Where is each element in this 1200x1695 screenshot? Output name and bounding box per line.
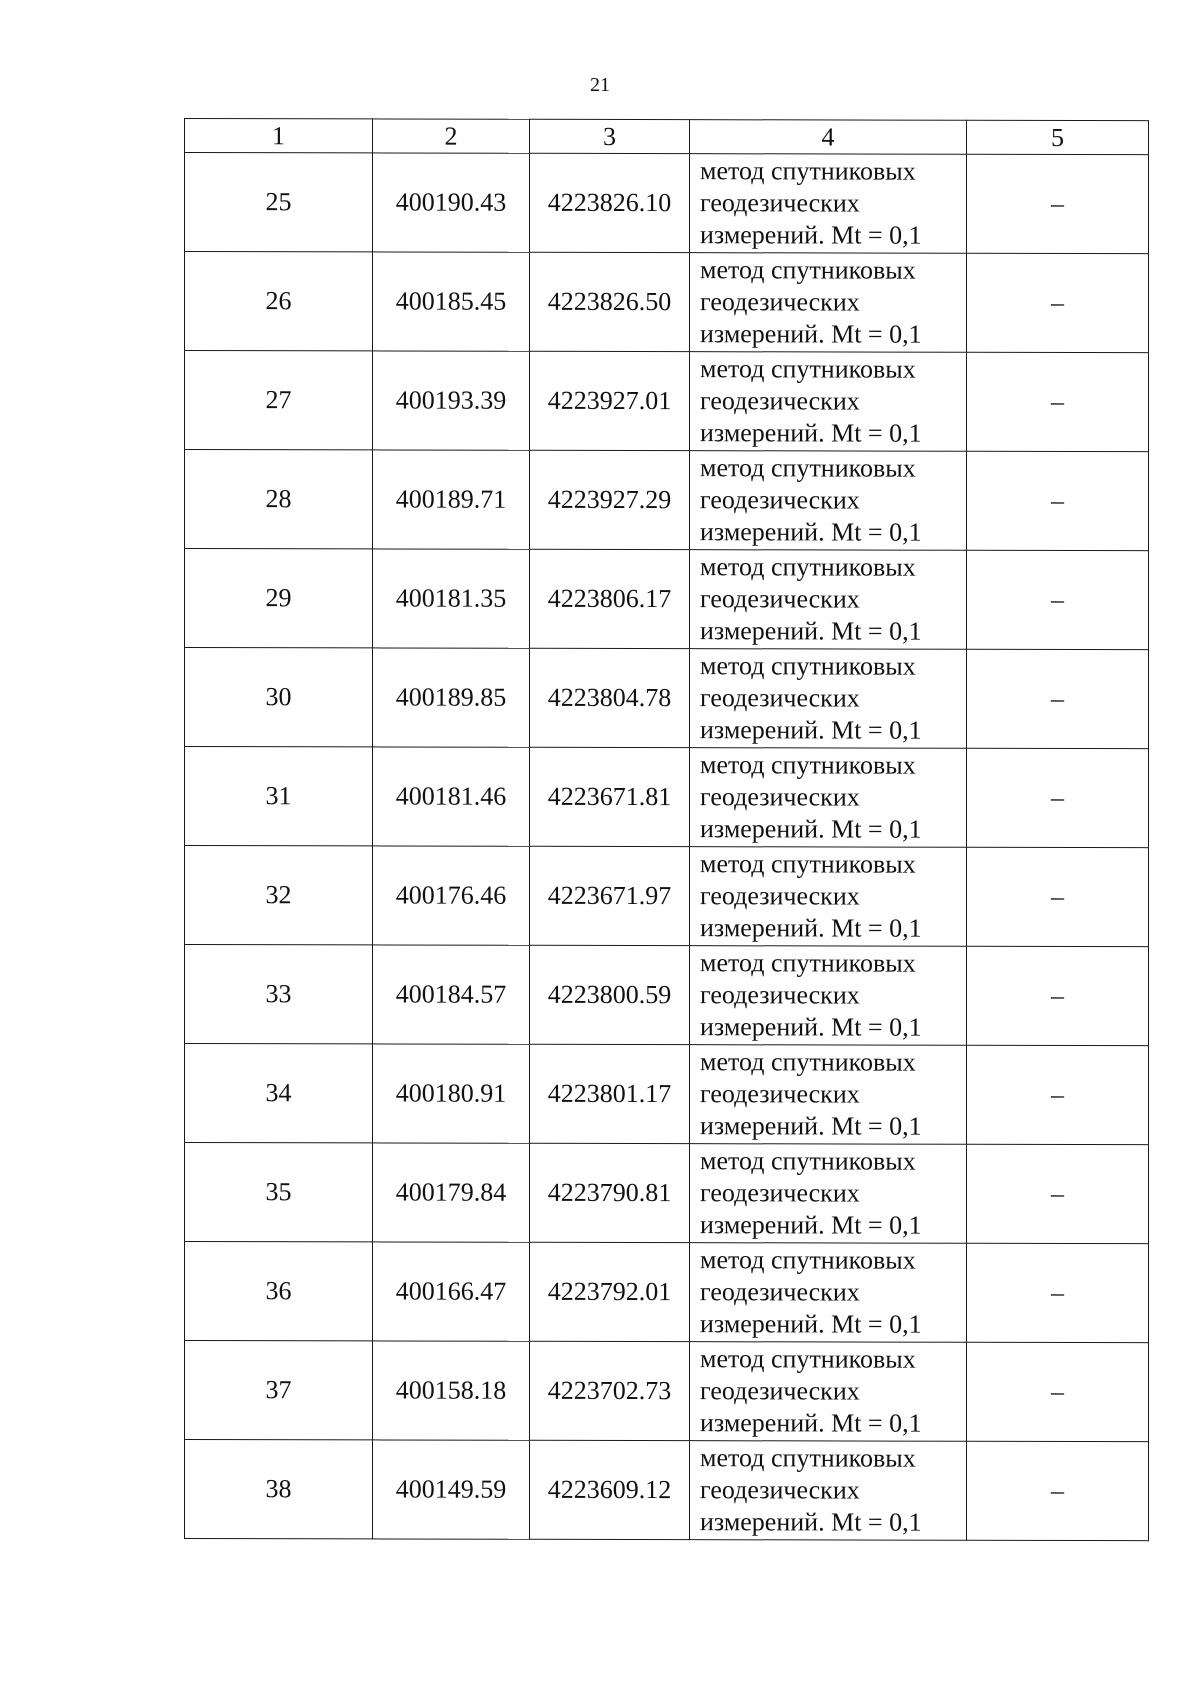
table-row <box>185 945 1149 1046</box>
method-line: измерений. Mt = 0,1 <box>700 616 922 646</box>
method-line: метод спутниковых <box>700 255 916 285</box>
note: – <box>967 451 1149 550</box>
point-number: 27 <box>185 351 373 450</box>
coord-y: 4223800.59 <box>530 945 690 1044</box>
method-line: измерений. Mt = 0,1 <box>700 913 922 943</box>
method-line: измерений. Mt = 0,1 <box>700 1111 922 1141</box>
point-number: 32 <box>185 846 373 945</box>
note: – <box>967 154 1149 253</box>
table-row <box>185 351 1149 452</box>
coord-y: 4223792.01 <box>530 1242 690 1341</box>
method-description <box>690 1243 967 1343</box>
table-row <box>185 1242 1149 1343</box>
point-number: 35 <box>185 1143 373 1242</box>
method-line: геодезических <box>700 386 860 416</box>
coord-y: 4223826.50 <box>530 252 690 351</box>
coord-x: 400190.43 <box>373 153 530 252</box>
method-line: метод спутниковых <box>700 750 916 780</box>
coord-x: 400181.35 <box>373 549 530 648</box>
coord-x: 400184.57 <box>373 945 530 1044</box>
table-row <box>185 1341 1149 1442</box>
method-line: измерений. Mt = 0,1 <box>700 1507 922 1537</box>
point-number: 34 <box>185 1044 373 1143</box>
method-description <box>690 451 967 551</box>
method-description <box>690 1045 967 1145</box>
coord-y: 4223826.10 <box>530 153 690 252</box>
method-description <box>690 649 967 749</box>
coord-y: 4223927.01 <box>530 351 690 450</box>
method-line: геодезических <box>700 584 860 614</box>
method-line: метод спутниковых <box>700 552 916 582</box>
coord-x: 400166.47 <box>373 1242 530 1341</box>
method-line: метод спутниковых <box>700 1443 916 1473</box>
coordinates-table <box>184 118 1149 1541</box>
note: – <box>967 1243 1149 1342</box>
header-col-4: 4 <box>690 120 967 155</box>
note: – <box>967 1144 1149 1243</box>
note: – <box>967 550 1149 649</box>
method-line: метод спутниковых <box>700 1245 916 1275</box>
coord-x: 400185.45 <box>373 252 530 351</box>
table-row <box>185 549 1149 650</box>
method-line: геодезических <box>700 188 860 218</box>
method-line: измерений. Mt = 0,1 <box>700 1210 922 1240</box>
coord-x: 400193.39 <box>373 351 530 450</box>
point-number: 30 <box>185 648 373 747</box>
coord-y: 4223806.17 <box>530 549 690 648</box>
method-description <box>690 253 967 353</box>
header-row <box>185 119 1149 155</box>
method-line: измерений. Mt = 0,1 <box>700 715 922 745</box>
coord-y: 4223671.97 <box>530 846 690 945</box>
method-description <box>690 1342 967 1442</box>
coord-x: 400179.84 <box>373 1143 530 1242</box>
method-line: измерений. Mt = 0,1 <box>700 418 922 448</box>
coord-x: 400181.46 <box>373 747 530 846</box>
table-header <box>185 119 1149 155</box>
coord-y: 4223671.81 <box>530 747 690 846</box>
method-line: измерений. Mt = 0,1 <box>700 1309 922 1339</box>
header-col-5: 5 <box>967 120 1149 154</box>
table-row <box>185 153 1149 254</box>
header-col-1: 1 <box>185 119 373 153</box>
method-line: геодезических <box>700 1475 860 1505</box>
note: – <box>967 748 1149 847</box>
note: – <box>967 1441 1149 1540</box>
method-line: измерений. Mt = 0,1 <box>700 1408 922 1438</box>
method-line: измерений. Mt = 0,1 <box>700 814 922 844</box>
header-col-2: 2 <box>373 119 530 153</box>
table-row <box>185 1440 1149 1541</box>
point-number: 37 <box>185 1341 373 1440</box>
method-line: метод спутниковых <box>700 1344 916 1374</box>
table-row <box>185 252 1149 353</box>
coord-x: 400189.85 <box>373 648 530 747</box>
method-line: геодезических <box>700 485 860 515</box>
table-row <box>185 1044 1149 1145</box>
method-line: метод спутниковых <box>700 1146 916 1176</box>
method-line: метод спутниковых <box>700 1047 916 1077</box>
method-line: метод спутниковых <box>700 948 916 978</box>
point-number: 25 <box>185 153 373 252</box>
method-description <box>690 550 967 650</box>
method-description <box>690 1441 967 1541</box>
note: – <box>967 946 1149 1045</box>
method-line: геодезических <box>700 287 860 317</box>
coord-y: 4223702.73 <box>530 1341 690 1440</box>
point-number: 38 <box>185 1440 373 1539</box>
page-number: 21 <box>590 74 610 96</box>
method-line: геодезических <box>700 980 860 1010</box>
coord-y: 4223790.81 <box>530 1143 690 1242</box>
coord-x: 400149.59 <box>373 1440 530 1539</box>
point-number: 36 <box>185 1242 373 1341</box>
method-description <box>690 154 967 254</box>
table-row <box>185 450 1149 551</box>
coord-y: 4223927.29 <box>530 450 690 549</box>
method-line: метод спутниковых <box>700 651 916 681</box>
method-line: измерений. Mt = 0,1 <box>700 319 922 349</box>
note: – <box>967 253 1149 352</box>
note: – <box>967 1342 1149 1441</box>
coord-x: 400176.46 <box>373 846 530 945</box>
method-line: геодезических <box>700 1079 860 1109</box>
method-line: измерений. Mt = 0,1 <box>700 220 922 250</box>
point-number: 29 <box>185 549 373 648</box>
table-body <box>185 153 1149 1541</box>
method-line: измерений. Mt = 0,1 <box>700 1012 922 1042</box>
note: – <box>967 1045 1149 1144</box>
method-line: метод спутниковых <box>700 453 916 483</box>
point-number: 33 <box>185 945 373 1044</box>
method-line: геодезических <box>700 1376 860 1406</box>
point-number: 28 <box>185 450 373 549</box>
coord-y: 4223609.12 <box>530 1440 690 1539</box>
coord-y: 4223801.17 <box>530 1044 690 1143</box>
table-row <box>185 1143 1149 1244</box>
table-row <box>185 648 1149 749</box>
method-line: метод спутниковых <box>700 156 916 186</box>
coord-x: 400180.91 <box>373 1044 530 1143</box>
table-row <box>185 846 1149 947</box>
header-col-3: 3 <box>530 119 690 153</box>
method-line: геодезических <box>700 683 860 713</box>
method-description <box>690 847 967 947</box>
point-number: 26 <box>185 252 373 351</box>
note: – <box>967 649 1149 748</box>
method-description <box>690 748 967 848</box>
method-line: метод спутниковых <box>700 849 916 879</box>
coord-x: 400189.71 <box>373 450 530 549</box>
method-description <box>690 352 967 452</box>
coord-y: 4223804.78 <box>530 648 690 747</box>
point-number: 31 <box>185 747 373 846</box>
note: – <box>967 352 1149 451</box>
method-line: измерений. Mt = 0,1 <box>700 517 922 547</box>
method-description <box>690 1144 967 1244</box>
method-line: геодезических <box>700 881 860 911</box>
method-line: геодезических <box>700 1277 860 1307</box>
method-line: геодезических <box>700 1178 860 1208</box>
table-row <box>185 747 1149 848</box>
method-description <box>690 946 967 1046</box>
coord-x: 400158.18 <box>373 1341 530 1440</box>
note: – <box>967 847 1149 946</box>
method-line: метод спутниковых <box>700 354 916 384</box>
method-line: геодезических <box>700 782 860 812</box>
